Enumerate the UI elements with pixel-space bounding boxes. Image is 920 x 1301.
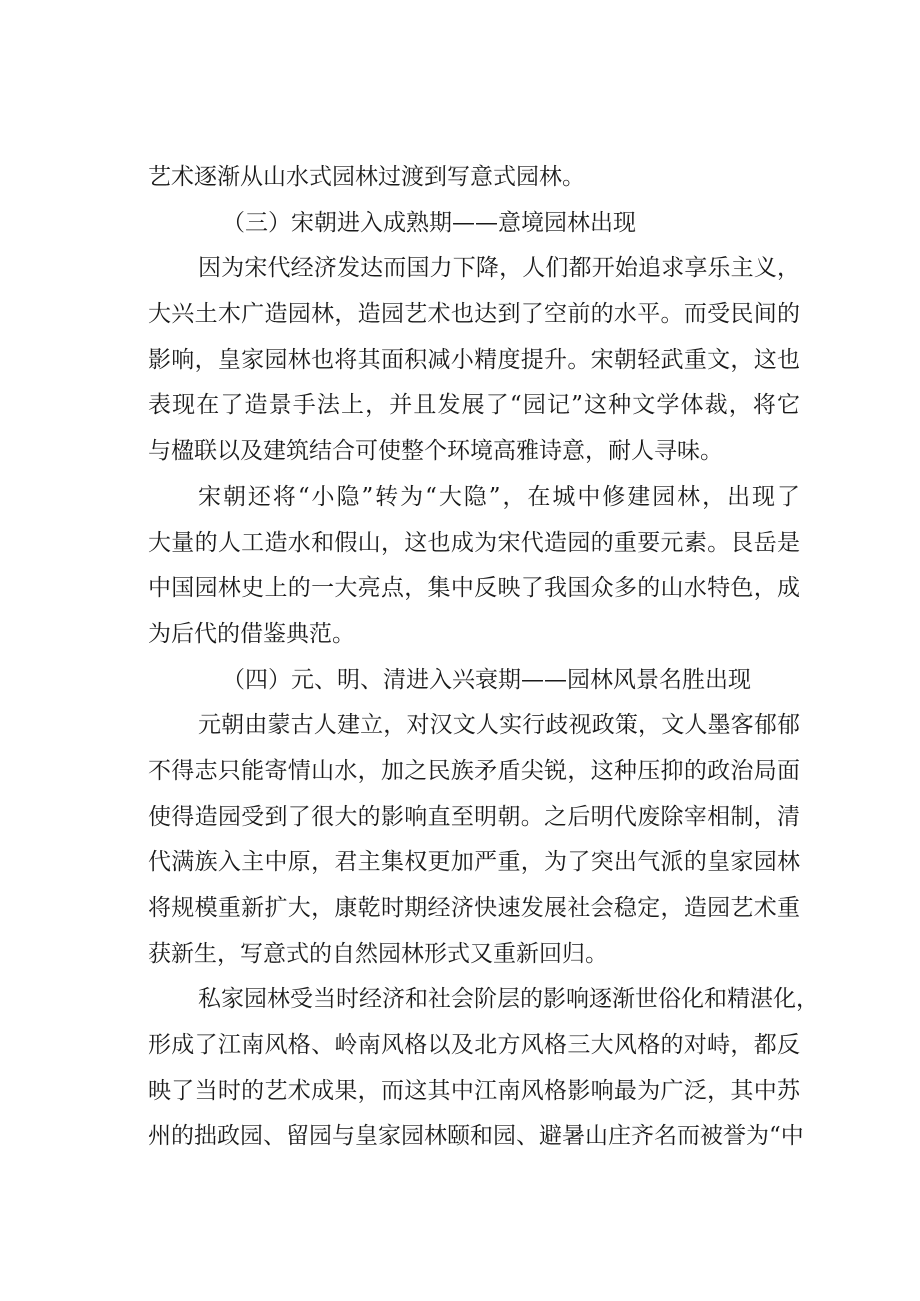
text-line: 宋朝还将“小隐”转为“大隐”，在城中修建园林，出现了 xyxy=(198,483,800,510)
text-line: 大量的人工造水和假山，这也成为宋代造园的重要元素。艮岳是 xyxy=(148,529,800,556)
text-line: 不得志只能寄情山水，加之民族矛盾尖锐，这种压抑的政治局面 xyxy=(148,757,800,784)
text-line: 使得造园受到了很大的影响直至明朝。之后明代废除宰相制，清 xyxy=(148,803,800,830)
text-line: 将规模重新扩大，康乾时期经济快速发展社会稳定，造园艺术重 xyxy=(148,895,800,921)
text-line: 影响，皇家园林也将其面积减小精度提升。宋朝轻武重文，这也 xyxy=(148,346,800,373)
text-line: 元朝由蒙古人建立，对汉文人实行歧视政策，文人墨客郁郁 xyxy=(198,712,800,739)
section-heading-song: （三）宋朝进入成熟期——意境园林出现 xyxy=(222,209,636,236)
text-line: 表现在了造景手法上，并且发展了“园记”这种文学体裁，将它 xyxy=(148,392,800,419)
text-line: 中国园林史上的一大亮点，集中反映了我国众多的山水特色，成 xyxy=(148,575,800,602)
text-line: 州的拙政园、留园与皇家园林颐和园、避暑山庄齐名而被誉为“中 xyxy=(148,1123,804,1150)
text-line: 形成了江南风格、岭南风格以及北方风格三大风格的对峙，都反 xyxy=(148,1032,800,1059)
text-line: 因为宋代经济发达而国力下降，人们都开始追求享乐主义， xyxy=(198,255,800,282)
text-line: 为后代的借鉴典范。 xyxy=(148,620,355,647)
text-line: 与楹联以及建筑结合可使整个环境高雅诗意，耐人寻味。 xyxy=(148,438,723,465)
body-text xyxy=(148,155,819,1160)
text-line: 获新生，写意式的自然园林形式又重新回归。 xyxy=(148,940,608,967)
text-line: 大兴土木广造园林，造园艺术也达到了空前的水平。而受民间的 xyxy=(148,301,800,328)
text-line: 艺术逐渐从山水式园林过渡到写意式园林。 xyxy=(148,164,585,190)
text-line: 映了当时的艺术成果，而这其中江南风格影响最为广泛，其中苏 xyxy=(148,1077,800,1104)
text-line: 代满族入主中原，君主集权更加严重，为了突出气派的皇家园林 xyxy=(148,849,800,876)
text-line: 私家园林受当时经济和社会阶层的影响逐渐世俗化和精湛化， xyxy=(198,986,819,1013)
section-heading-yuan-ming-qing: （四）元、明、清进入兴衰期——园林风景名胜出现 xyxy=(222,666,751,693)
